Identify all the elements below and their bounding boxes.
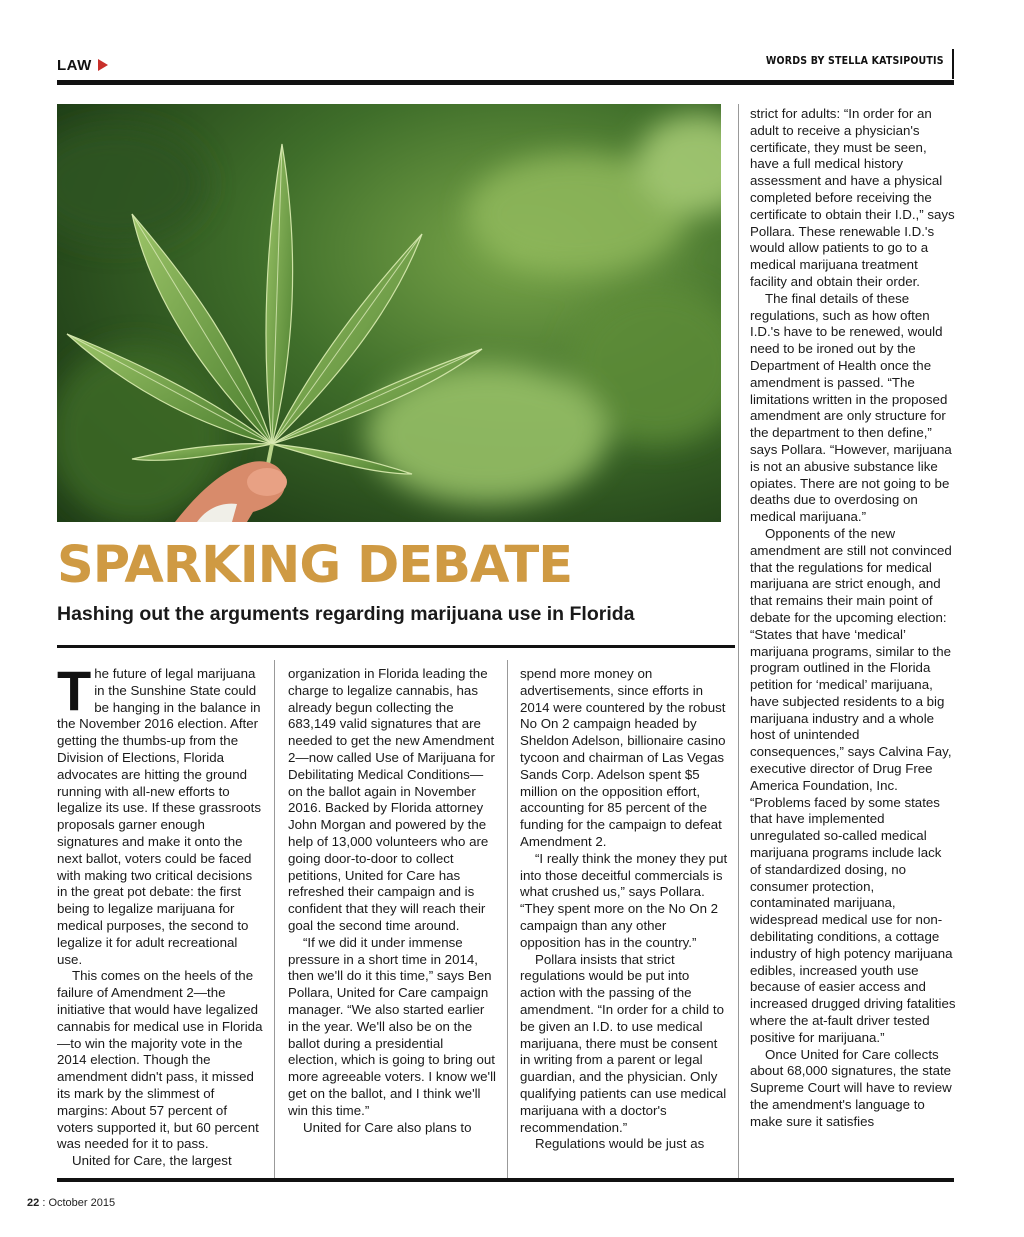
cannabis-leaf-photo [57,104,721,522]
paragraph: organization in Florida leading the charge to legalize cannabis, has already begun collecting the 683,149 valid signatures that are needed to get the new Amendment 2—now called Use of Marijuana for Debilitating Medical Conditions—on the ballot again in November 2016. Backed by Florida attorney John Morgan and powered by the help of 13,000 volunteers who are going door-to-door to collect petitions, United for Care has refreshed their campaign and is confident that they will reach their goal the second time around. [288,666,495,933]
paragraph: strict for adults: “In order for an adult to receive a physician's certificate, they must be seen, have a full medical history assessment and have a physical completed before receiving the certificate to obtain their I.D.,” says Pollara. These renewable I.D.'s would allow patients to go to a medical marijuana treatment facility and obtain their order. [750,106,955,289]
page-number: 22 [27,1197,40,1209]
bottom-rule [57,1178,954,1182]
paragraph: United for Care, the largest [72,1153,232,1169]
byline-divider [952,49,954,79]
paragraph: Regulations would be just as [535,1136,705,1152]
paragraph: spend more money on advertisements, since efforts in 2014 were countered by the robust No On 2 campaign headed by Sheldon Adelson, billionaire casino tycoon and chairman of Las Vegas Sands Corp. Adelson spent $5 million on the opposition effort, accounting for 85 percent of the funding for the campaign to defeat Amendment 2. [520,666,726,849]
article-column-1 [57,659,265,1170]
section-label [57,57,108,74]
paragraph: “If we did it under immense pressure in a short time in 2014, then we'll do it this time,” says Ben Pollara, United for Care campaign manager. “We also started earlier in the year. We'll also be on the ballot during a presidential election, which is going to bring out more agreeable voters. I know we'll get on the ballot, and I think we'll win this time.” [288,934,496,1118]
paragraph: The future of legal marijuana in the Sunshine State could be hanging in the balance in the November 2016 election. After getting the thumbs-up from the Division of Elections, Florida advocates are hitting the ground running with all-new efforts to legalize its use. If these grassroots proposals garner enough signatures and make it onto the next ballot, voters could be faced with making two critical decisions in the great pot debate: the first being to legalize marijuana for medical purposes, the second to legalize it for adult recreational use. [57,659,261,967]
paragraph: Opponents of the new amendment are still not convinced that the regulations for medical marijuana are strict enough, and that remains their main point of debate for the upcoming election: “States that have ‘medical’ marijuana programs, similar to the program outlined in the Florida petition for ‘medical’ marijuana, have subjected residents to a big marijuana industry and a whole host of unintended consequences,” says Calvina Fay, executive director of Drug Free America Foundation, Inc. “Problems faced by some states that have implemented unregulated so-called medical marijuana programs include lack of standardized dosing, no consumer protection, contaminated marijuana, widespread medical use for non-debilitating conditions, a cottage industry of high potency marijuana edibles, increased youth use because of easier access and increased drugged driving fatalities where the at-fault driver tested positive for marijuana.” [750,525,956,1045]
headline-rule [57,645,735,648]
drop-cap: T [57,659,92,722]
article-column-2 [288,666,496,1136]
page-folio [27,1197,115,1209]
article-column-3 [520,666,728,1153]
column-divider [274,660,275,1180]
paragraph: Pollara insists that strict regulations would be put into action with the passing of the amendment. “In order for a child to be given an I.D. to use medical marijuana, there must be consent in writing from a parent or legal guardian, and the physician. Only qualifying patients can use medical marijuana with a doctor's recommendation.” [520,951,727,1135]
folio-separator: : [42,1197,46,1209]
column-divider [738,104,739,1180]
paragraph: This comes on the heels of the failure of Amendment 2—the initiative that would have legalized cannabis for medical use in Florida—to win the majority vote in the 2014 election. Though the amendment didn't pass, it missed its mark by the slimmest of margins: About 57 percent of voters supported it, but 60 percent was needed for it to pass. [57,968,263,1152]
issue-date: October 2015 [48,1197,116,1209]
column-divider [507,660,508,1180]
paragraph: “I really think the money they put into those deceitful commercials is what crushed us,” says Pollara. “They spent more on the No On 2 campaign than any other opposition has in the country.” [520,850,728,950]
byline: WORDS BY STELLA KATSIPOUTIS [766,54,944,67]
article-column-4 [750,106,956,1131]
paragraph: Once United for Care collects about 68,000 signatures, the state Supreme Court will have to review the amendment's language to make sure it satisfies [750,1046,952,1129]
top-rule [57,80,954,85]
headline: SPARKING DEBATE [57,536,573,595]
paragraph: United for Care also plans to [303,1119,472,1135]
subhead: Hashing out the arguments regarding marijuana use in Florida [57,603,635,625]
arrow-right-icon [98,59,108,71]
section-name: LAW [57,57,92,74]
paragraph: The final details of these regulations, such as how often I.D.'s have to be renewed, would need to be ironed out by the Department of Health once the amendment is passed. “The limitations written in the proposed amendment are only structure for the department to then define,” says Pollara. “However, marijuana is not an abusive substance like opiates. There are not going to be deaths due to overdosing on medical marijuana.” [750,290,952,525]
